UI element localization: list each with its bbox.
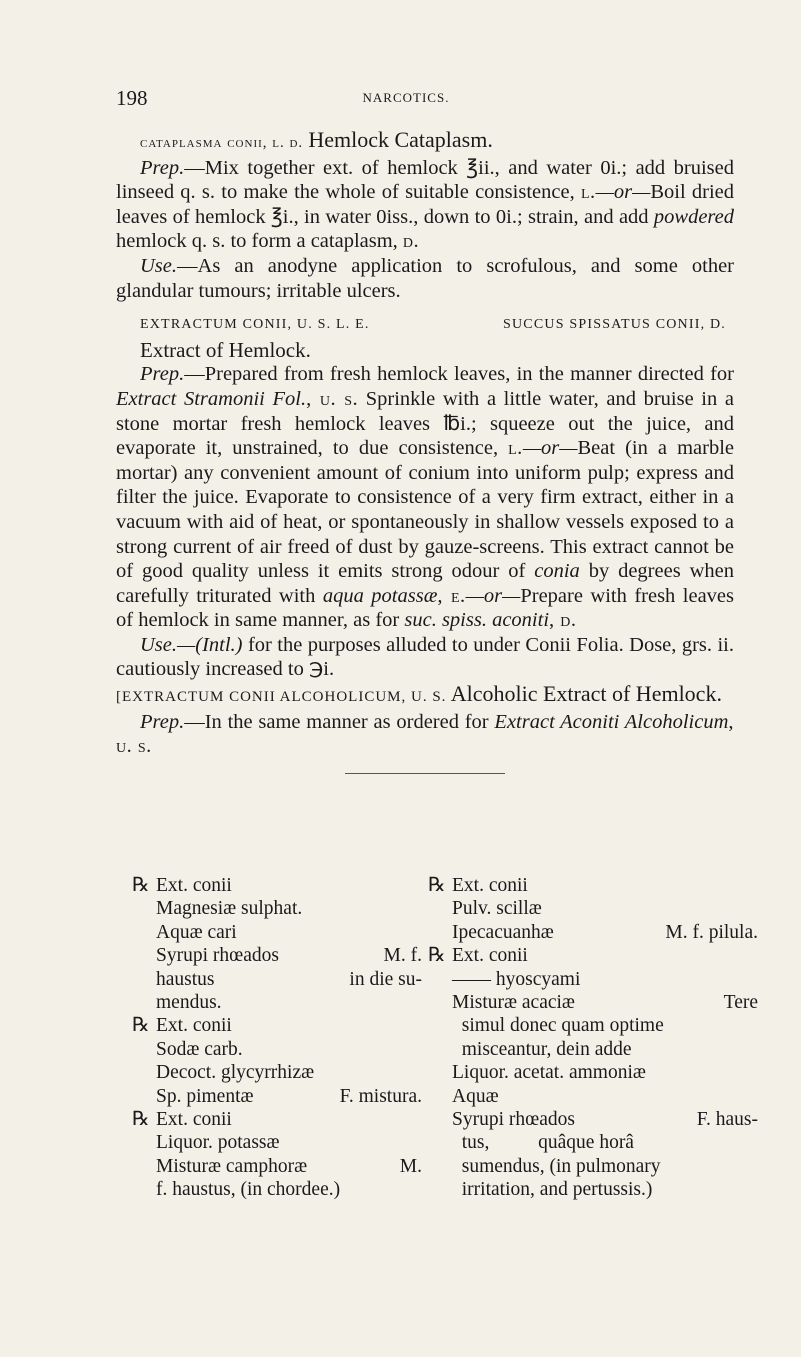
page-header [116, 86, 696, 112]
extract-english-title: Extract of Hemlock. [140, 337, 311, 362]
formula-text: Sp. pimentæ [156, 1085, 254, 1107]
formula-text: misceantur, dein adde [452, 1038, 632, 1060]
formula-text: Ext. conii [156, 1015, 232, 1037]
formula-text: Ext. conii [452, 945, 528, 967]
cataplasm-english-title: Hemlock Cataplasm. [308, 127, 493, 152]
formula-line [428, 921, 758, 944]
formula-text: Aquæ [452, 1085, 499, 1107]
running-head: NARCOTICS. [362, 90, 450, 105]
formula-line [132, 1178, 422, 1201]
extract-latin-heading: EXTRACTUM CONII, U. S. L. E. SUCCUS SPISSATUS CONII, D. [140, 317, 726, 333]
extract-prep: Prep.—Prepared from fresh hemlock leaves, in the manner directed for Extract Stramonii Fol., u. s. Sprinkle with a little water, and bruise in a stone mortar fresh hemlock leaves ℔i.; squeeze out the juice, and evaporate it, unstrained, to due consistence, l.—or—Beat (in a marble mortar) any convenient amount of conium into uniform pulp; express and filter the juice. Evaporate to consistence of a very firm extract, either in a vacuum with aid of heat, or spontaneously in shallow vessels exposed to a strong current of air freed of dust by gauze-screens. This extract cannot be of good quality unless it emits strong odour of conia by degrees when carefully triturated with aqua potassæ, e.—or—Prepare with fresh leaves of hemlock in same manner, as for suc. spiss. aconiti, d. [116, 363, 734, 632]
alcoholic-extract-heading: [EXTRACTUM CONII ALCOHOLICUM, U. S. Alcoholic Extract of Hemlock. [116, 681, 722, 707]
cataplasm-use: Use.—As an anodyne application to scrofulous, and some other glandular tumours; irritable ulcers. [116, 254, 734, 302]
formula-text: Pulv. scillæ [452, 898, 542, 920]
formula-line [132, 874, 422, 897]
cataplasm-prep: Prep.—Mix together ext. of hemlock ℥ii., and water 0i.; add bruised linseed q. s. to make the whole of suitable consistence, l.—or—Boil dried leaves of hemlock ℥i., in water 0iss., down to 0i.; strain, and add powdered hemlock q. s. to form a cataplasm, d. [116, 156, 735, 253]
formula-line [132, 968, 422, 991]
formula-text: sumendus, (in pulmonary [452, 1155, 661, 1177]
formula-text: Magnesiæ sulphat. [156, 898, 303, 920]
formula-direction: F. mistura. [339, 1085, 422, 1107]
formula-line [428, 1085, 758, 1108]
formula-text: Liquor. acetat. ammoniæ [452, 1062, 646, 1084]
formula-text: Decoct. glycyrrhizæ [156, 1062, 315, 1084]
formula-line [428, 1014, 758, 1037]
page-body [116, 128, 734, 788]
formula-line [428, 897, 758, 920]
formula-text: mendus. [156, 991, 222, 1013]
formula-line [428, 1108, 758, 1131]
formula-line [428, 874, 758, 897]
formula-line [428, 1038, 758, 1061]
formula-text: Ipecacuanhæ [452, 921, 554, 943]
recipe-mark: ℞ [428, 945, 446, 967]
formula-line [132, 921, 422, 944]
formula-direction: Tere [723, 991, 758, 1013]
formula-line [132, 1131, 422, 1154]
formula-direction: M. f. [383, 945, 422, 967]
formula-line [428, 968, 758, 991]
formula-line [428, 991, 758, 1014]
formula-line [132, 1061, 422, 1084]
formula-text: —— hyoscyami [452, 968, 581, 990]
recipe-mark: ℞ [132, 875, 150, 896]
recipe-mark: ℞ [428, 875, 446, 896]
formula-direction: M. f. pilula. [665, 921, 758, 943]
formula-line [132, 1108, 422, 1131]
formula-line [132, 1085, 422, 1108]
cataplasm-heading [116, 128, 734, 156]
cataplasm-latin-title: cataplasma conii, l. d. [140, 135, 304, 151]
formulas-left-column [132, 874, 422, 1201]
extract-use: Use.—(Intl.) for the purposes alluded to under Conii Folia. Dose, grs. ii. cautiously increased to ℈i. [116, 633, 734, 681]
formula-text: Liquor. potassæ [156, 1132, 280, 1154]
formula-text: Aquæ cari [156, 921, 237, 943]
formula-line [132, 1014, 422, 1037]
formula-text: Ext. conii [452, 875, 528, 896]
formula-text: irritation, and pertussis.) [452, 1179, 653, 1201]
formula-line [132, 897, 422, 920]
page-number: 198 [116, 86, 148, 110]
formula-text: tus, quâque horâ [452, 1132, 634, 1154]
formula-text: simul donec quam optime [452, 1015, 664, 1037]
formula-direction: in die su- [349, 968, 422, 990]
formula-text: Syrupi rhœados [452, 1108, 575, 1130]
prep-label: Prep. [140, 156, 185, 179]
formula-text: f. haustus, (in chordee.) [156, 1179, 341, 1201]
use-label: Use. [140, 254, 178, 277]
alcoholic-prep: Prep.—In the same manner as ordered for Extract Aconiti Alcoholicum, u. s. [116, 710, 735, 758]
formula-line [428, 1061, 758, 1084]
formulas-right-column [428, 874, 758, 1201]
formula-line [132, 944, 422, 967]
formula-text: Misturæ camphoræ [156, 1155, 308, 1177]
formula-line [428, 944, 758, 967]
formula-text: Ext. conii [156, 1108, 232, 1130]
formula-line [132, 991, 422, 1014]
formula-line [428, 1131, 758, 1154]
formula-text: Misturæ acaciæ [452, 991, 575, 1013]
recipe-mark: ℞ [132, 1108, 150, 1130]
formula-line [428, 1178, 758, 1201]
formula-direction: F. haus- [696, 1108, 758, 1130]
formula-text: Syrupi rhœados [156, 945, 279, 967]
formula-text: Sodæ carb. [156, 1038, 243, 1060]
formula-line [132, 1155, 422, 1178]
section-divider [345, 773, 505, 774]
recipe-mark: ℞ [132, 1015, 150, 1037]
formula-line [428, 1155, 758, 1178]
formula-text: haustus [156, 968, 215, 990]
formula-line [132, 1038, 422, 1061]
formula-text: Ext. conii [156, 875, 232, 896]
formula-direction: M. [399, 1155, 422, 1177]
